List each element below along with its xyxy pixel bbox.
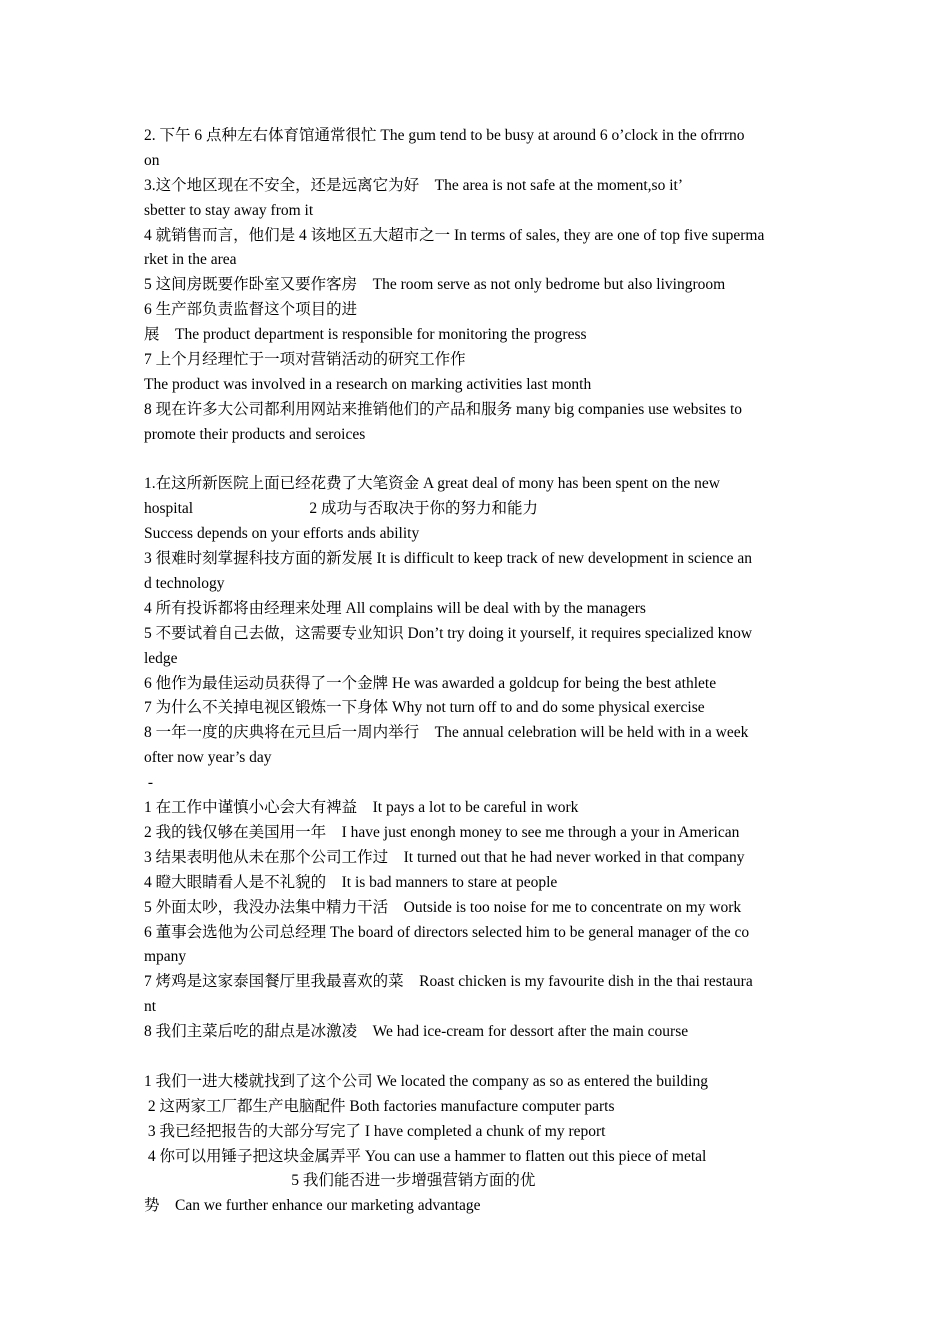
- text-line: 5 这间房既要作卧室又要作客房 The room serve as not only bedrome but also livingroom: [144, 276, 726, 294]
- text-line: 2 我的钱仅够在美国用一年 I have just enongh money to see me through a your in American: [144, 823, 740, 841]
- text-line: 7 上个月经理忙于一项对营销活动的研究工作作: [144, 351, 466, 369]
- text-line: 3.这个地区现在不安全，还是远离它为好 The area is not safe at the moment,so it’: [144, 176, 683, 194]
- text-line: ledge: [144, 649, 178, 667]
- text-line: ofter now year’s day: [144, 749, 272, 767]
- text-line: 2 这两家工厂都生产电脑配件 Both factories manufacture computer parts: [144, 1097, 615, 1115]
- text-line: 5 不要试着自己去做，这需要专业知识 Don’t try doing it yourself, it requires specialized know: [144, 624, 753, 642]
- text-line: 3 结果表明他从未在那个公司工作过 It turned out that he had never worked in that company: [144, 848, 745, 866]
- text-line: Success depends on your efforts ands ability: [144, 525, 420, 543]
- text-line: 1 在工作中谨慎小心会大有裨益 It pays a lot to be careful in work: [144, 799, 579, 817]
- text-line: 5 外面太吵，我没办法集中精力干活 Outside is too noise for me to concentrate on my work: [144, 898, 742, 916]
- text-line: 4 你可以用锤子把这块金属弄平 You can use a hammer to flatten out this piece of metal: [144, 1147, 707, 1165]
- text-line: nt: [144, 998, 157, 1016]
- text-line: promote their products and seroices: [144, 425, 366, 443]
- text-line: -: [144, 774, 154, 792]
- text-line: d technology: [144, 575, 225, 593]
- text-line: 8 现在许多大公司都利用网站来推销他们的产品和服务 many big companies use websites to: [144, 400, 743, 418]
- text-line: 1.在这所新医院上面已经花费了大笔资金 A great deal of mony has been spent on the new: [144, 475, 720, 493]
- text-line: hospital 2 成功与否取决于你的努力和能力: [144, 500, 538, 518]
- blank-line: [144, 448, 809, 473]
- text-line: 展 The product department is responsible for monitoring the progress: [144, 326, 587, 344]
- text-line: 6 生产部负责监督这个项目的进: [144, 301, 358, 319]
- text-line: 势 Can we further enhance our marketing advantage: [144, 1197, 481, 1215]
- text-line: sbetter to stay away from it: [144, 201, 314, 219]
- text-line: 7 为什么不关掉电视区锻炼一下身体 Why not turn off to and do some physical exercise: [144, 699, 705, 717]
- text-line: 6 董事会选他为公司总经理 The board of directors selected him to be general manager of the co: [144, 923, 750, 941]
- text-line: The product was involved in a research on marking activities last month: [144, 375, 592, 393]
- document-body: [144, 124, 809, 1219]
- text-line: 4 所有投诉都将由经理来处理 All complains will be deal with by the managers: [144, 599, 646, 617]
- text-line: 1 我们一进大楼就找到了这个公司 We located the company as so as entered the building: [144, 1072, 708, 1090]
- text-line: 2. 下午 6 点种左右体育馆通常很忙 The gum tend to be busy at around 6 o’clock in the ofrrrno: [144, 127, 745, 144]
- text-line: on: [144, 151, 160, 169]
- text-line: rket in the area: [144, 251, 237, 269]
- text-line: 4 就销售而言，他们是 4 该地区五大超市之一 In terms of sales, they are one of top five superma: [144, 226, 765, 244]
- text-line: 3 我已经把报告的大部分写完了 I have completed a chunk of my report: [144, 1122, 606, 1140]
- text-line: 8 我们主菜后吃的甜点是冰激凌 We had ice-cream for dessort after the main course: [144, 1023, 689, 1041]
- text-line: 4 瞪大眼睛看人是不礼貌的 It is bad manners to stare at people: [144, 873, 558, 891]
- text-line: mpany: [144, 948, 187, 966]
- text-line: 5 我们能否进一步增强营销方面的优: [144, 1172, 536, 1190]
- text-line: 8 一年一度的庆典将在元旦后一周内举行 The annual celebration will be held with in a week: [144, 724, 749, 742]
- blank-line: [144, 1045, 809, 1070]
- text-line: 7 烤鸡是这家泰国餐厅里我最喜欢的菜 Roast chicken is my favourite dish in the thai restaura: [144, 973, 753, 991]
- text-line: 6 他作为最佳运动员获得了一个金牌 He was awarded a goldcup for being the best athlete: [144, 674, 717, 692]
- text-line: 3 很难时刻掌握科技方面的新发展 It is difficult to keep track of new development in science an: [144, 550, 752, 568]
